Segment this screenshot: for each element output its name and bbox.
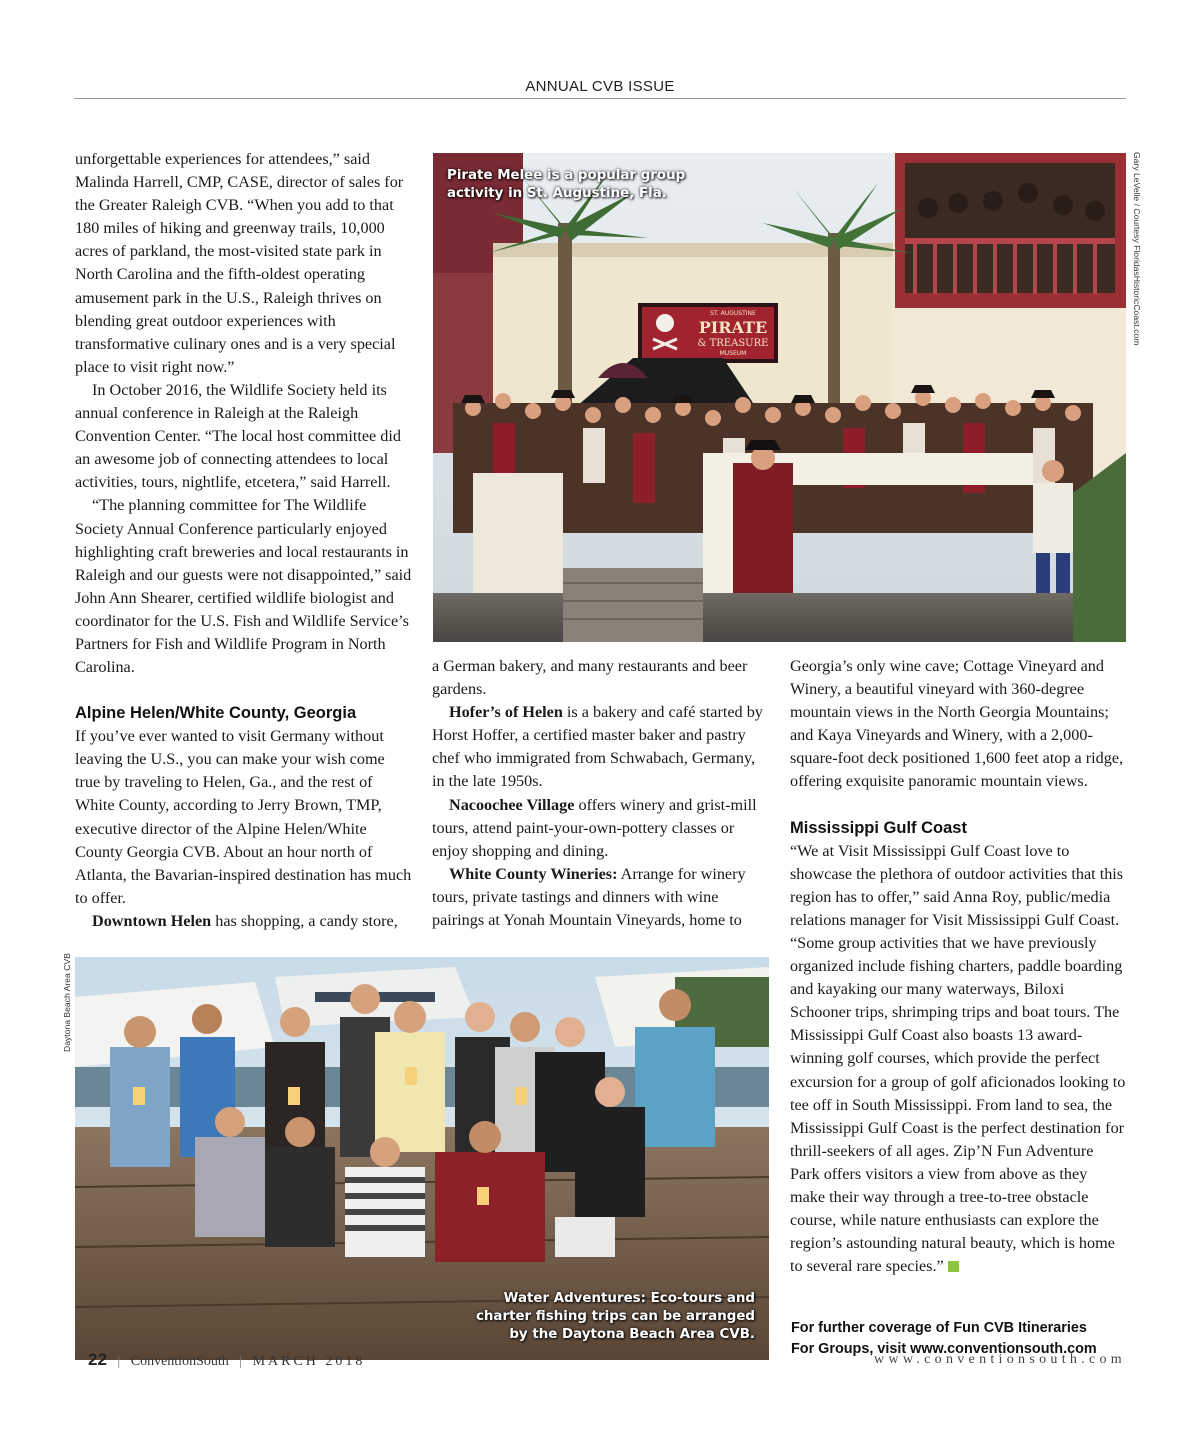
bold-lead: White County Wineries: (449, 864, 618, 883)
section-header: ANNUAL CVB ISSUE (525, 78, 675, 95)
page-number: 22 (88, 1350, 107, 1369)
paragraph: a German bakery, and many restaurants and beer gardens. (432, 657, 748, 699)
photo-credit-daytona: Daytona Beach Area CVB (62, 953, 72, 1052)
bold-lead: Hofer’s of Helen (449, 703, 563, 722)
photo-caption-pirate: Pirate Melee is a popular group activity in St. Augustine, Fla. (447, 168, 686, 201)
paragraph: Nacoochee Village offers winery and grist-mill tours, attend paint-your-own-pottery classes or enjoy shopping and dining. (432, 795, 757, 860)
section-heading-alpine-helen: Alpine Helen/White County, Georgia (75, 704, 357, 723)
paragraph: “The planning committee for The Wildlife Society Annual Conference particularly enjoyed highlighting craft breweries and local restaurants in Raleigh and our guests were not disappointed,” said John Ann Shearer, certified wildlife biologist and coordinator for the U.S. Fish and Wildlife Service’s Partners for Fish and Wildlife Program in North Carolina. (75, 496, 412, 677)
paragraph: unforgettable experiences for attendees,” said Malinda Harrell, CMP, CASE, director of sales for the Greater Raleigh CVB. “When you add to that 180 miles of hiking and greenway trails, 10,000 acres of parkland, the most-visited state park in North Carolina and the fifth-oldest operating amusement park in the U.S., Raleigh thrives on blending great outdoor experiences with transformative culinary ones and is a very special place to visit right now.” (75, 150, 404, 376)
paragraph: In October 2016, the Wildlife Society held its annual conference in Raleigh at the Raleigh Convention Center. “The local host committee did an awesome job of connecting attendees to local activities, tours, nightlife, etcetera,” said Harrell. (75, 380, 401, 492)
paragraph: Downtown Helen has shopping, a candy store, (92, 911, 398, 930)
column-1 (75, 148, 413, 933)
bold-lead: Nacoochee Village (449, 795, 575, 814)
column-3 (790, 655, 1126, 1278)
footer-separator: | (239, 1354, 243, 1369)
magazine-name: ConventionSouth (130, 1354, 229, 1369)
column-2 (432, 655, 769, 932)
sign-text: ST. AUGUSTINE (710, 310, 756, 317)
sign-text: MUSEUM (719, 350, 747, 357)
header-rule (74, 98, 1126, 99)
further-coverage-note: For further coverage of Fun CVB Itineraries For Groups, visit www.conventionsouth.com (791, 1318, 1097, 1360)
photo-credit-pirate: Gary LeVelle / Courtesy FloridasHistoricCoast.com (1132, 152, 1142, 346)
website-link[interactable]: For Groups, visit www.conventionsouth.com (791, 1341, 1097, 1357)
end-mark-square (948, 1261, 959, 1272)
footer-separator: | (117, 1354, 121, 1369)
paragraph: White County Wineries: Arrange for winery tours, private tastings and dinners with wine pairings at Yonah Mountain Vineyards, home to (432, 864, 746, 930)
section-heading-mississippi: Mississippi Gulf Coast (790, 818, 967, 837)
sign-text: & TREASURE (697, 338, 769, 349)
paragraph: Hofer’s of Helen is a bakery and café started by Horst Hoffer, a certified master baker and pastry chef who immigrated from Schwabach, Germany, in the late 1950s. (432, 703, 763, 791)
photo-water-adventures (75, 957, 769, 1360)
bold-lead: Downtown Helen (92, 911, 212, 930)
sign-text: PIRATE (698, 318, 768, 337)
paragraph: “We at Visit Mississippi Gulf Coast love to showcase the plethora of outdoor activities that this region has to offer,” said Anna Roy, public/media relations manager for Visit Mississippi Gulf Coast. “Some group activities that we have previously organized include fishing charters, paddle boarding and kayaking our many waterways, Biloxi Schooner trips, shrimping trips and boat tours. The Mississippi Gulf Coast also boasts 13 award-winning golf courses, which provide the perfect excursion for a group of golf aficionados looking to tee off in South Mississippi. From land to sea, the Mississippi Gulf Coast is the perfect destination for thrill-seekers of all ages. Zip’N Fun Adventure Park offers visitors a view from above as they make their way through a tree-to-tree obstacle course, while nature enthusiasts can explore the region’s astounding natural beauty, which is home to several rare species.” (790, 841, 1126, 1276)
paragraph: Georgia’s only wine cave; Cottage Vineyard and Winery, a beautiful vineyard with 360-degree mountain views in the North Georgia Mountains; and Kaya Vineyards and Winery, with a 2,000-square-foot deck positioned 1,600 feet atop a ridge, offering exquisite panoramic mountain views. (790, 657, 1124, 791)
photo-caption-daytona: Water Adventures: Eco-tours and charter fishing trips can be arranged by the Daytona Beach Area CVB. (475, 1291, 755, 1342)
photo-pirate-melee (433, 153, 1126, 642)
footer-website[interactable]: www.conventionsouth.com (874, 1352, 1126, 1367)
footer-left (88, 1350, 365, 1370)
pirate-photo-illustration (433, 153, 1126, 642)
issue-date: MARCH 2018 (252, 1354, 366, 1369)
paragraph: If you’ve ever wanted to visit Germany without leaving the U.S., you can make your wish come true by traveling to Helen, Ga., and the rest of White County, according to Jerry Brown, TMP, executive director of the Alpine Helen/White County Georgia CVB. About an hour north of Atlanta, the Bavarian-inspired destination has much to offer. (75, 727, 412, 907)
